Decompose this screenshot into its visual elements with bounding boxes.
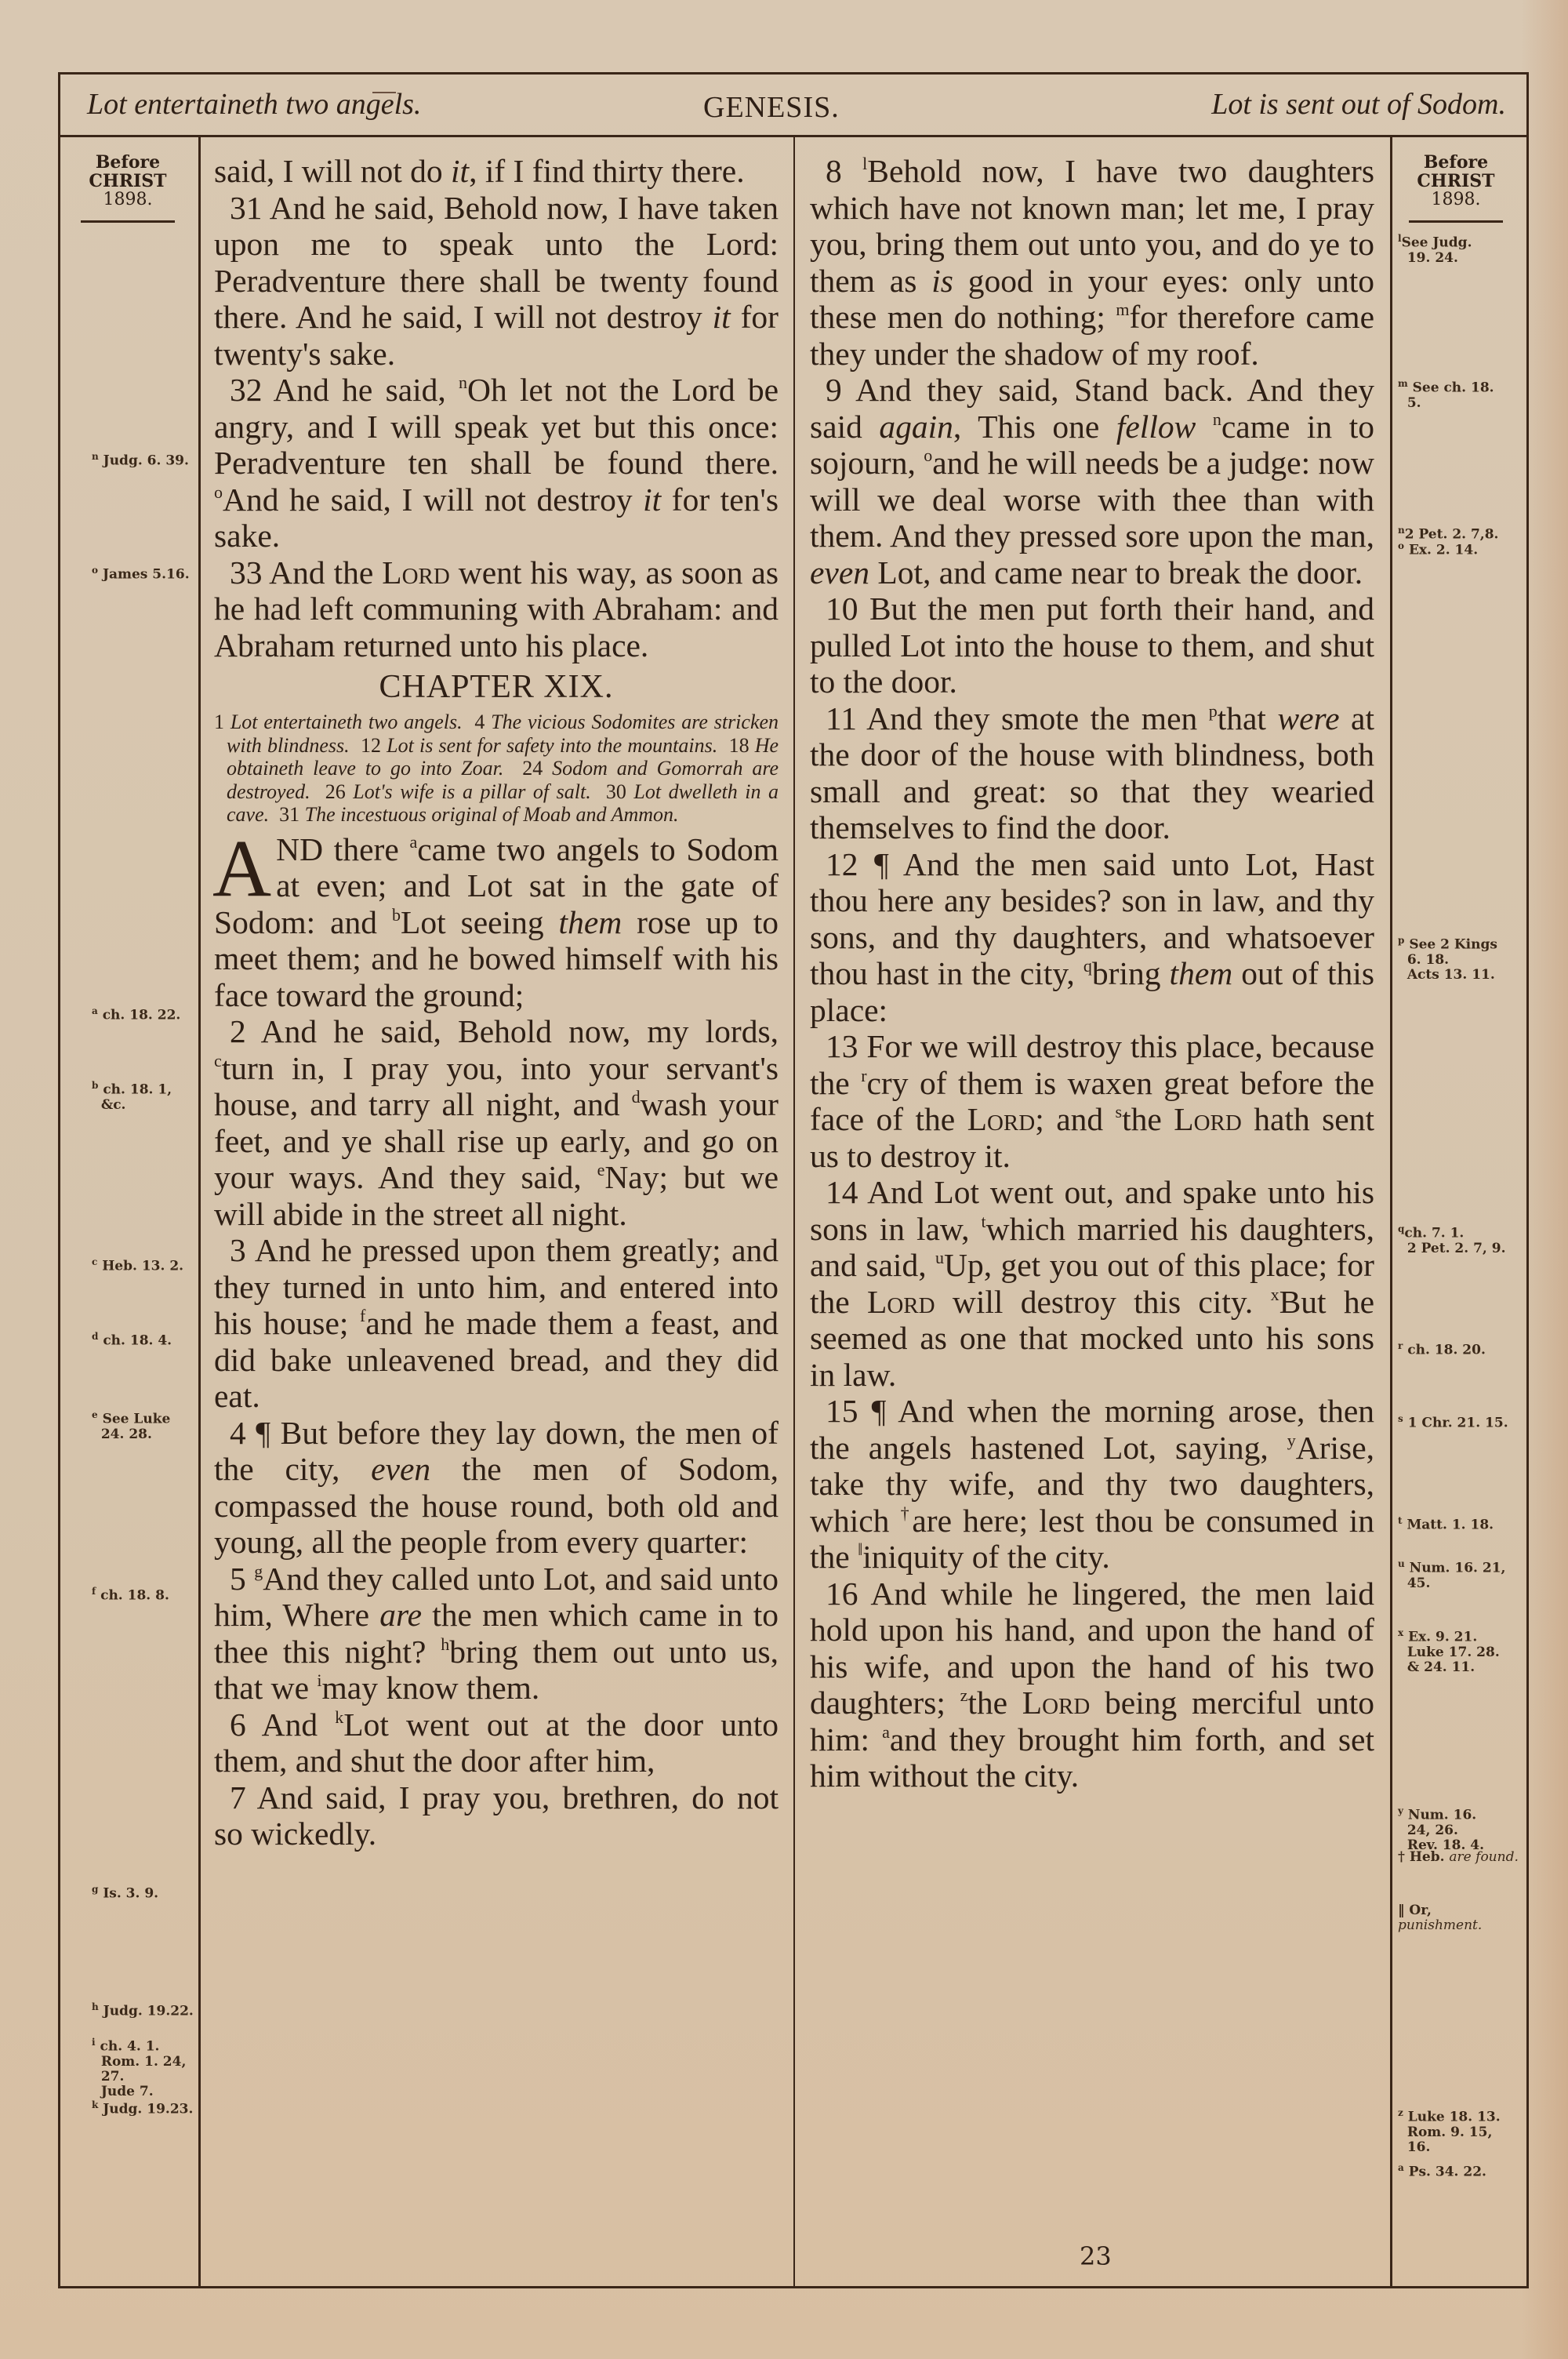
verse-32: 32 And he said, $^n$Oh let not the Lord be angry, and I will speak yet but this once: Peradventure ten shall be found there. $^o$And he said, I will not destroy it for ten's sake. [214,372,779,554]
page-number: 23 [1080,2241,1112,2271]
verse-30-end: said, I will not do it, if I find thirty there. [214,153,745,189]
verse-2: 2 And he said, Behold now, my lords, $^c$turn in, I pray you, into your servant's house, and tarry all night, and $^d$wash your feet, and ye shall rise up early, and go on your ways. And they said, $^e$Nay; but we will abide in the street all night. [214,1013,779,1232]
margin-ref: $^d$ ch. 18. 4. [92,1331,172,1349]
margin-ref: $^b$ ch. 18. 1, &c. [92,1080,172,1113]
margin-ref: $^m$ See ch. 18. 5. [1398,378,1494,411]
page-frame [58,72,1529,2288]
chapter-summary: 1 Lot entertaineth two angels. 4 The vicious Sodomites are stricken with blindness. 12 Lot is sent for safety into the mountains. 18 He obtaineth leave to go into Zoar. 24 Sodom and Gomorrah are destroyed. 26 Lot's wife is a pillar of salt. 30 Lot dwelleth in a cave. 31 The incestuous original of Moab and Ammon. [214,711,779,826]
header-book-title: GENESIS. [703,91,840,124]
drop-cap: A [212,823,272,914]
verse-3: 3 And he pressed upon them greatly; and they turned in unto him, and entered into his house; $^f$and he made them a feast, and did bake unleavened bread, and they did eat. [214,1232,779,1414]
date-box-left [81,153,175,223]
header-left-title: Lot entertaineth two angels. [87,88,422,121]
margin-ref: $^l$See Judg. 19. 24. [1398,233,1472,266]
verse-13: 13 For we will destroy this place, because the $^r$cry of them is waxen great before the face of the Lord; and $^s$the Lord hath sent us to destroy it. [810,1028,1374,1174]
verse-10: 10 But the men put forth their hand, and pulled Lot into the house to them, and shut to the door. [810,591,1374,700]
verse-15: 15 ¶ And when the morning arose, then the angels hastened Lot, saying, $^y$Arise, take thy wife, and thy two daughters, which †are here; lest thou be consumed in the ‖iniquity of the city. [810,1393,1375,1575]
margin-ref: $^z$ Luke 18. 13. Rom. 9. 15, 16. [1398,2107,1501,2155]
verse-14: 14 And Lot went out, and spake unto his sons in law, $^t$which married his daughters, and said, $^u$Up, get you out of this place; for the Lord will destroy this city. $^x$But he seemed as one that mocked unto his sons in law. [810,1174,1375,1393]
verse-7: 7 And said, I pray you, brethren, do not so wickedly. [214,1779,779,1852]
margin-ref: $^a$ ch. 18. 22. [92,1005,181,1023]
right-margin-rule [1390,137,1392,2286]
margin-ref: $^n$ Judg. 6. 39. [92,451,189,469]
margin-ref: † Heb. are found. [1398,1849,1519,1865]
margin-ref: $^e$ See Luke 24. 28. [92,1409,171,1442]
margin-ref: $^o$ Ex. 2. 14. [1398,540,1479,558]
header-right-title: Lot is sent out of Sodom. [1211,88,1506,121]
verse-16: 16 And while he lingered, the men laid hold upon his hand, and upon the hand of his wife, and upon the hand of his two daughters; $^z$the Lord being merciful unto him: $^a$and they brought him forth, and set him without the city. [810,1575,1375,1794]
verse-8: 8 $^l$Behold now, I have two daughters which have not known man; let me, I pray you, bring them out unto you, and do ye to them as is good in your eyes: only unto these men do nothing; $^m$for therefore came they under the shadow of my roof. [810,153,1374,372]
margin-ref: $^g$ Is. 3. 9. [92,1884,159,1902]
margin-ref: $^p$ See 2 Kings 6. 18. Acts 13. 11. [1398,935,1497,983]
column-divider [793,137,795,2286]
left-text-column [214,153,779,1852]
right-text-column [810,153,1374,1794]
header-dash [372,92,396,93]
date-year: 1898. [103,190,153,209]
date-rule [1409,220,1503,223]
margin-ref: $^f$ ch. 18. 8. [92,1586,169,1604]
margin-ref: $^h$ Judg. 19.22. [92,2001,194,2019]
margin-ref: $^x$ Ex. 9. 21. Luke 17. 28. & 24. 11. [1398,1627,1500,1675]
margin-ref: ‖ Or, punishment. [1398,1903,1483,1933]
verse-31: 31 And he said, Behold now, I have taken upon me to speak unto the Lord: Peradventure there shall be twenty found there. And he said, I will not destroy it for twenty's sake. [214,189,779,372]
verse-5: 5 $^g$And they called unto Lot, and said unto him, Where are the men which came in to thee this night? $^h$bring them out unto us, that we $^i$may know them. [214,1560,779,1706]
date-rule [81,220,175,223]
date-box-right [1409,153,1503,223]
verse-4: 4 ¶ But before they lay down, the men of the city, even the men of Sodom, compassed the house round, both old and young, all the people from every quarter: [214,1414,779,1560]
verse-9: 9 And they said, Stand back. And they said again, This one fellow $^n$came in to sojourn, $^o$and he will needs be a judge: now will we deal worse with thee than with them. And they pressed sore upon the man, even Lot, and came near to break the door. [810,372,1374,591]
date-before: Before [95,152,161,173]
running-header [60,75,1526,137]
margin-ref: $^u$ Num. 16. 21, 45. [1398,1558,1506,1591]
margin-ref: $^s$ 1 Chr. 21. 15. [1398,1413,1508,1431]
margin-ref: $^n$2 Pet. 2. 7,8. [1398,525,1499,543]
chapter-title: CHAPTER XIX. [379,669,614,705]
margin-ref: $^y$ Num. 16. 24, 26. Rev. 18. 4. [1398,1805,1485,1853]
verse-1: AND there $^a$came two angels to Sodom at even; and Lot sat in the gate of Sodom: and $^b$Lot seeing them rose up to meet them; and he bowed himself with his face toward the ground; [212,823,779,1013]
verse-11: 11 And they smote the men $^p$that were at the door of the house with blindness, both small and great: so that they wearied themselves to find the door. [810,700,1375,845]
date-christ: CHRIST [1417,171,1495,191]
date-before: Before [1423,152,1489,173]
margin-ref: $^r$ ch. 18. 20. [1398,1340,1486,1358]
margin-ref: $^i$ ch. 4. 1. Rom. 1. 24, 27. Jude 7. [92,2037,187,2099]
verse-33: 33 And the Lord went his way, as soon as he had left communing with Abraham: and Abraham returned unto his place. [214,554,779,663]
verse-6: 6 And $^k$Lot went out at the door unto them, and shut the door after him, [214,1706,779,1779]
left-margin-rule [198,137,201,2286]
verse-12: 12 ¶ And the men said unto Lot, Hast thou here any besides? son in law, and thy sons, and thy daughters, and whatsoever thou hast in the city, $^q$bring them out of this place: [810,845,1374,1028]
margin-ref: $^k$ Judg. 19.23. [92,2099,194,2117]
margin-ref: $^t$ Matt. 1. 18. [1398,1515,1494,1533]
date-year: 1898. [1431,190,1481,209]
margin-ref: $^c$ Heb. 13. 2. [92,1256,184,1274]
date-christ: CHRIST [89,171,167,191]
margin-ref: $^a$ Ps. 34. 22. [1398,2162,1486,2180]
margin-ref: $^o$ James 5.16. [92,565,190,583]
margin-ref: $^q$ch. 7. 1. 2 Pet. 2. 7, 9. [1398,1223,1506,1256]
